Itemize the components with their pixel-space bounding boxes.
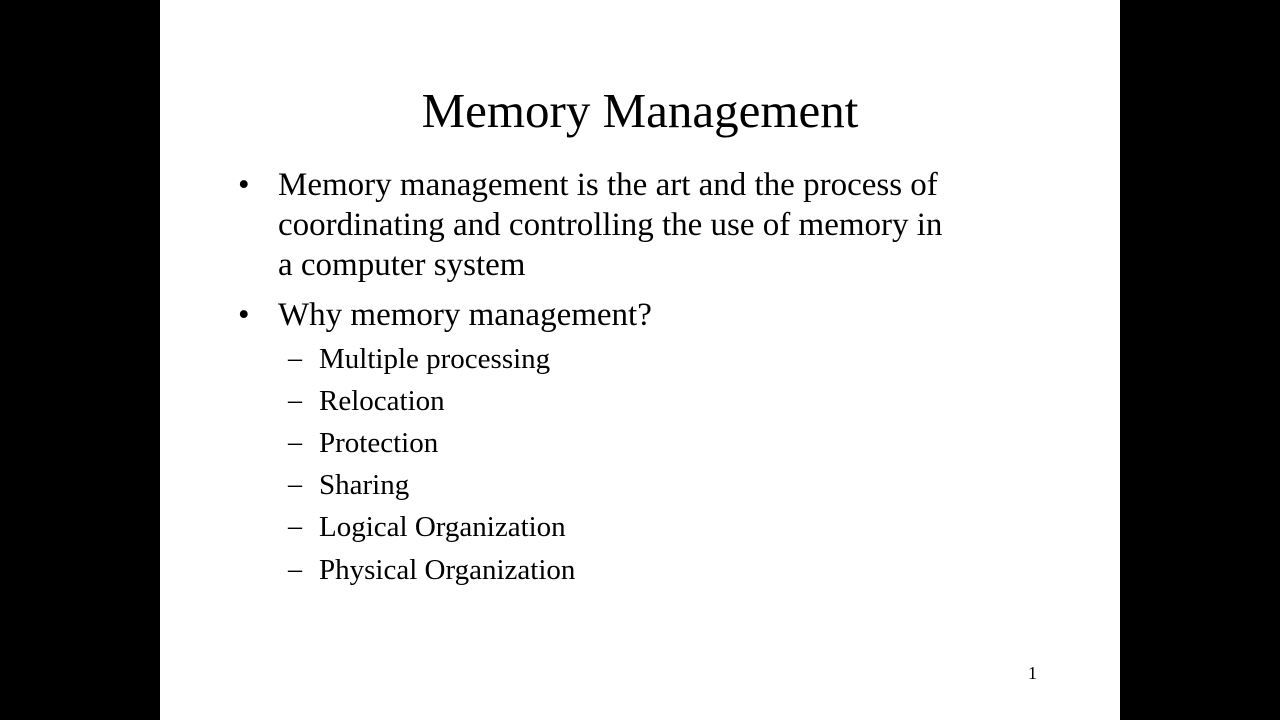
- slide-title: Memory Management: [421, 83, 859, 138]
- sub-item: [288, 552, 888, 590]
- slide: [160, 0, 1120, 720]
- page-number: 1: [1028, 663, 1037, 683]
- sub-marker: –: [288, 343, 302, 374]
- sub-marker: –: [288, 511, 302, 542]
- sub-marker: –: [288, 385, 302, 416]
- bullet-text: [278, 295, 1038, 335]
- sub-item-text: Logical Organization: [319, 511, 566, 543]
- sub-item: [288, 467, 888, 505]
- sub-item-text: Sharing: [319, 469, 410, 501]
- sub-item-text: Multiple processing: [319, 343, 551, 375]
- sub-item-text: Physical Organization: [319, 554, 576, 586]
- sub-item: [288, 383, 888, 421]
- sub-marker: –: [288, 554, 302, 585]
- sub-item: [288, 509, 888, 547]
- bullet-line: a computer system: [278, 247, 526, 283]
- sub-marker: –: [288, 427, 302, 458]
- bullet-text: [278, 165, 1038, 285]
- sub-item-text: Protection: [319, 427, 439, 459]
- bullet-line: Why memory management?: [278, 297, 652, 333]
- bullet-marker: •: [238, 297, 250, 333]
- sub-item: [288, 341, 888, 379]
- bullet-line: coordinating and controlling the use of memory in: [278, 207, 943, 243]
- sub-marker: –: [288, 469, 302, 500]
- bullet-marker: •: [238, 167, 250, 203]
- sub-item: [288, 425, 888, 463]
- bullet-line: Memory management is the art and the process of: [278, 167, 938, 203]
- bullet-list: [160, 0, 1120, 720]
- sub-item-text: Relocation: [319, 385, 445, 417]
